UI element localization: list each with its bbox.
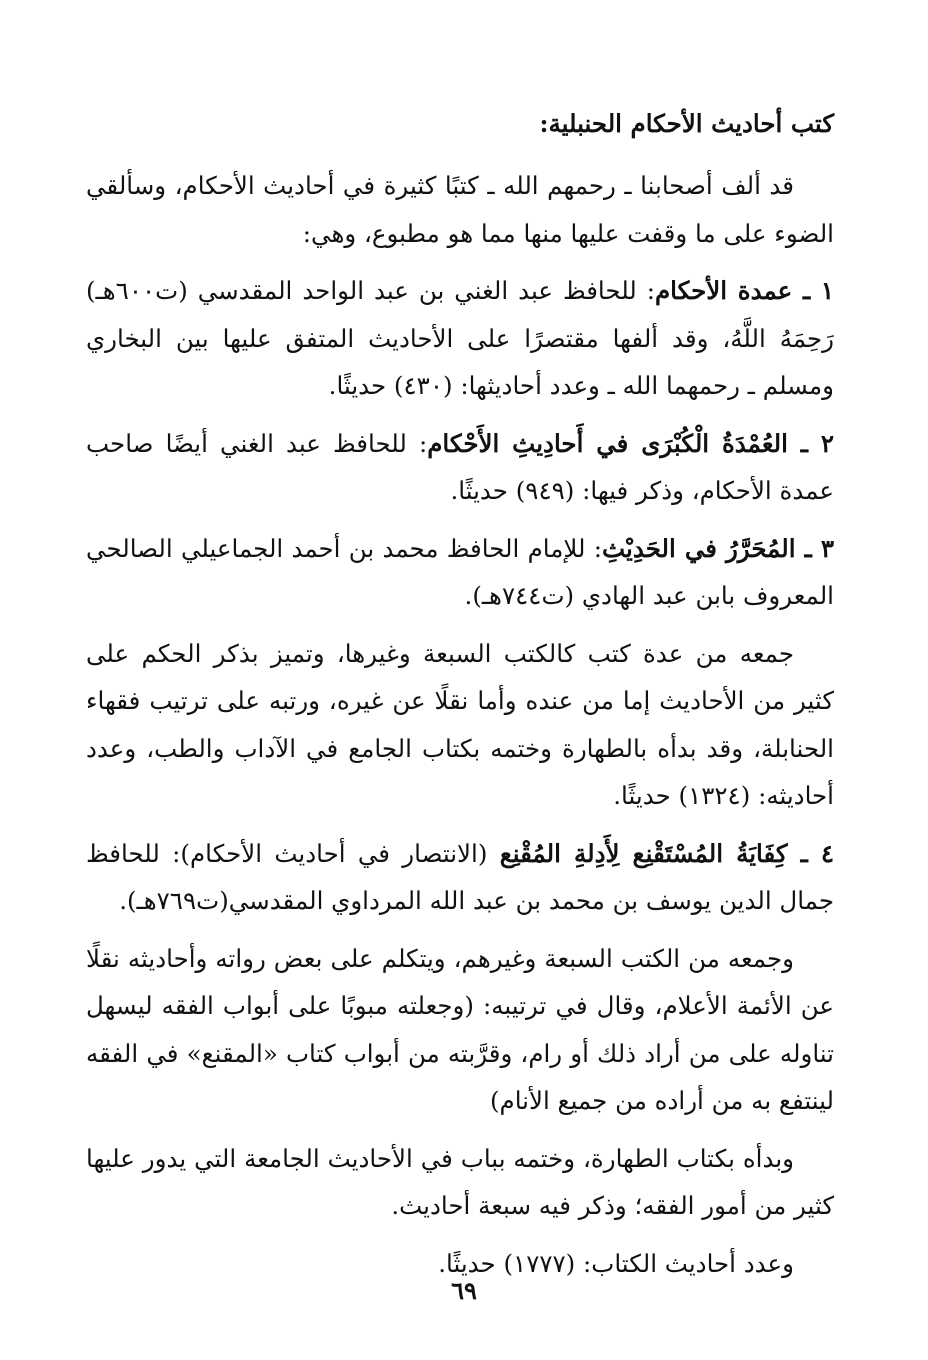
book-item-4 (86, 830, 834, 925)
book-3-details: جمعه من عدة كتب كالكتب السبعة وغيرها، وتميز بذكر الحكم على كثير من الأحاديث إما من عنده وأما نقلًا عن غيره، ورتبه على ترتيب فقهاء الحنابلة، وقد بدأه بالطهارة وختمه بكتاب الجامع في الآداب والطب، وعدد أحاديثه: (١٣٢٤) حديثًا. (86, 638, 834, 810)
book-description: (الانتصار في أحاديث الأحكام): للحافظ جمال الدين يوسف بن محمد بن عبد الله المرداوي المقدسي(ت٧٦٩هـ). (86, 838, 834, 915)
book-title: ٣ ـ المُحَرَّرُ في الحَدِيْثِ (601, 533, 834, 563)
book-title: ٢ ـ العُمْدَةُ الْكُبْرَى في أَحادِيثِ الأَحْكام (427, 428, 834, 458)
book-description: : للحافظ عبد الغني أيضًا صاحب عمدة الأحكام، وذكر فيها: (٩٤٩) حديثًا. (86, 428, 834, 505)
book-description: : للإمام الحافظ محمد بن أحمد الجماعيلي الصالحي المعروف بابن عبد الهادي (ت٧٤٤هـ). (86, 533, 834, 610)
book-title: ٤ ـ كِفَايَةُ المُسْتَقْنِع لِأَدِلةِ المُقْنِع (499, 838, 835, 868)
page-body (86, 96, 834, 1336)
book-4-structure: وبدأه بكتاب الطهارة، وختمه بباب في الأحاديث الجامعة التي يدور عليها كثير من أمور الفقه؛ وذكر فيه سبعة أحاديث. (86, 1143, 834, 1220)
intro-paragraph: قد ألف أصحابنا ـ رحمهم الله ـ كتبًا كثيرة في أحاديث الأحكام، وسألقي الضوء على ما وقفت عليها منها مما هو مطبوع، وهي: (86, 171, 834, 248)
book-item-2 (86, 420, 834, 515)
book-4-count: وعدد أحاديث الكتاب: (١٧٧٧) حديثًا. (438, 1248, 794, 1278)
book-item-3 (86, 525, 834, 620)
section-heading: كتب أحاديث الأحكام الحنبلية: (539, 109, 834, 138)
page-number: ٦٩ (451, 1276, 477, 1305)
book-4-details: وجمعه من الكتب السبعة وغيرهم، ويتكلم على بعض رواته وأحاديثه نقلًا عن الأئمة الأعلام، وقال في ترتيبه: (وجعلته مبوبًا على أبواب الفقه ليسهل تناوله على من أراد ذلك أو رام، وقرَّبته من أبواب كتاب «المقنع» في الفقه لينتفع به من أراده من جميع الأنام) (86, 943, 834, 1115)
book-item-1 (86, 267, 834, 410)
book-description: : للحافظ عبد الغني بن عبد الواحد المقدسي (ت٦٠٠هـ) رَحِمَهُ اللَّهُ، وقد ألفها مقتصرًا على الأحاديث المتفق عليها بين البخاري ومسلم ـ رحمهما الله ـ وعدد أحاديثها: (٤٣٠) حديثًا. (86, 276, 834, 400)
book-title: ١ ـ عمدة الأحكام (654, 276, 834, 305)
